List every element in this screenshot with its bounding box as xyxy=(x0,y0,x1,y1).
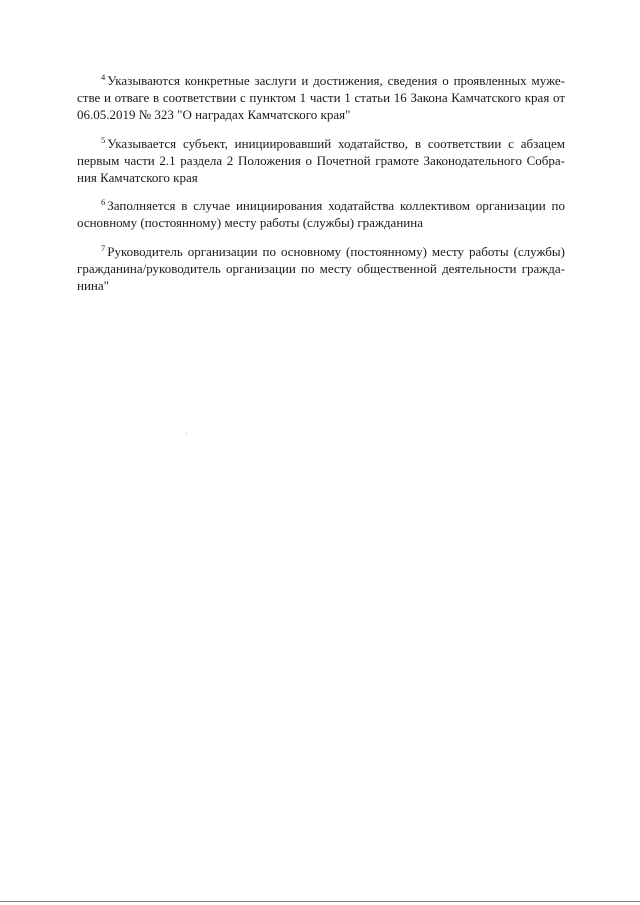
footnote-text: Руководитель организации по основному (постоянному) месту работы (службы) гражданина/руководитель организации по месту общественной деятельности гражда-нина" xyxy=(77,243,565,294)
footnote-marker: 5 xyxy=(101,134,106,145)
footnote-text: Указываются конкретные заслуги и достижения, сведения о проявленных муже-стве и отваге в соответствии с пунктом 1 части 1 статьи 16 Закона Камчатского края от 06.05.2019 № 323 "О наградах Камчатского края" xyxy=(77,73,565,123)
scan-speck xyxy=(186,433,187,434)
scan-bottom-edge xyxy=(0,901,640,902)
footnote-text: Заполняется в случае инициирования ходатайства коллективом организации по основному (постоянному) месту работы (службы) гражданина xyxy=(77,198,565,231)
footnote-marker: 6 xyxy=(101,197,106,208)
footnote-marker: 4 xyxy=(101,72,106,82)
footnotes-block xyxy=(77,72,565,305)
footnote-5 xyxy=(77,135,565,187)
footnote-7 xyxy=(77,243,565,295)
footnote-6 xyxy=(77,197,565,231)
footnote-marker: 7 xyxy=(101,242,106,253)
footnote-text: Указывается субъект, инициировавший ходатайство, в соответствии с абзацем первым части 2.1 раздела 2 Положения о Почетной грамоте Законодательного Собра-ния Камчатского края xyxy=(77,135,565,186)
footnote-4 xyxy=(77,72,565,124)
